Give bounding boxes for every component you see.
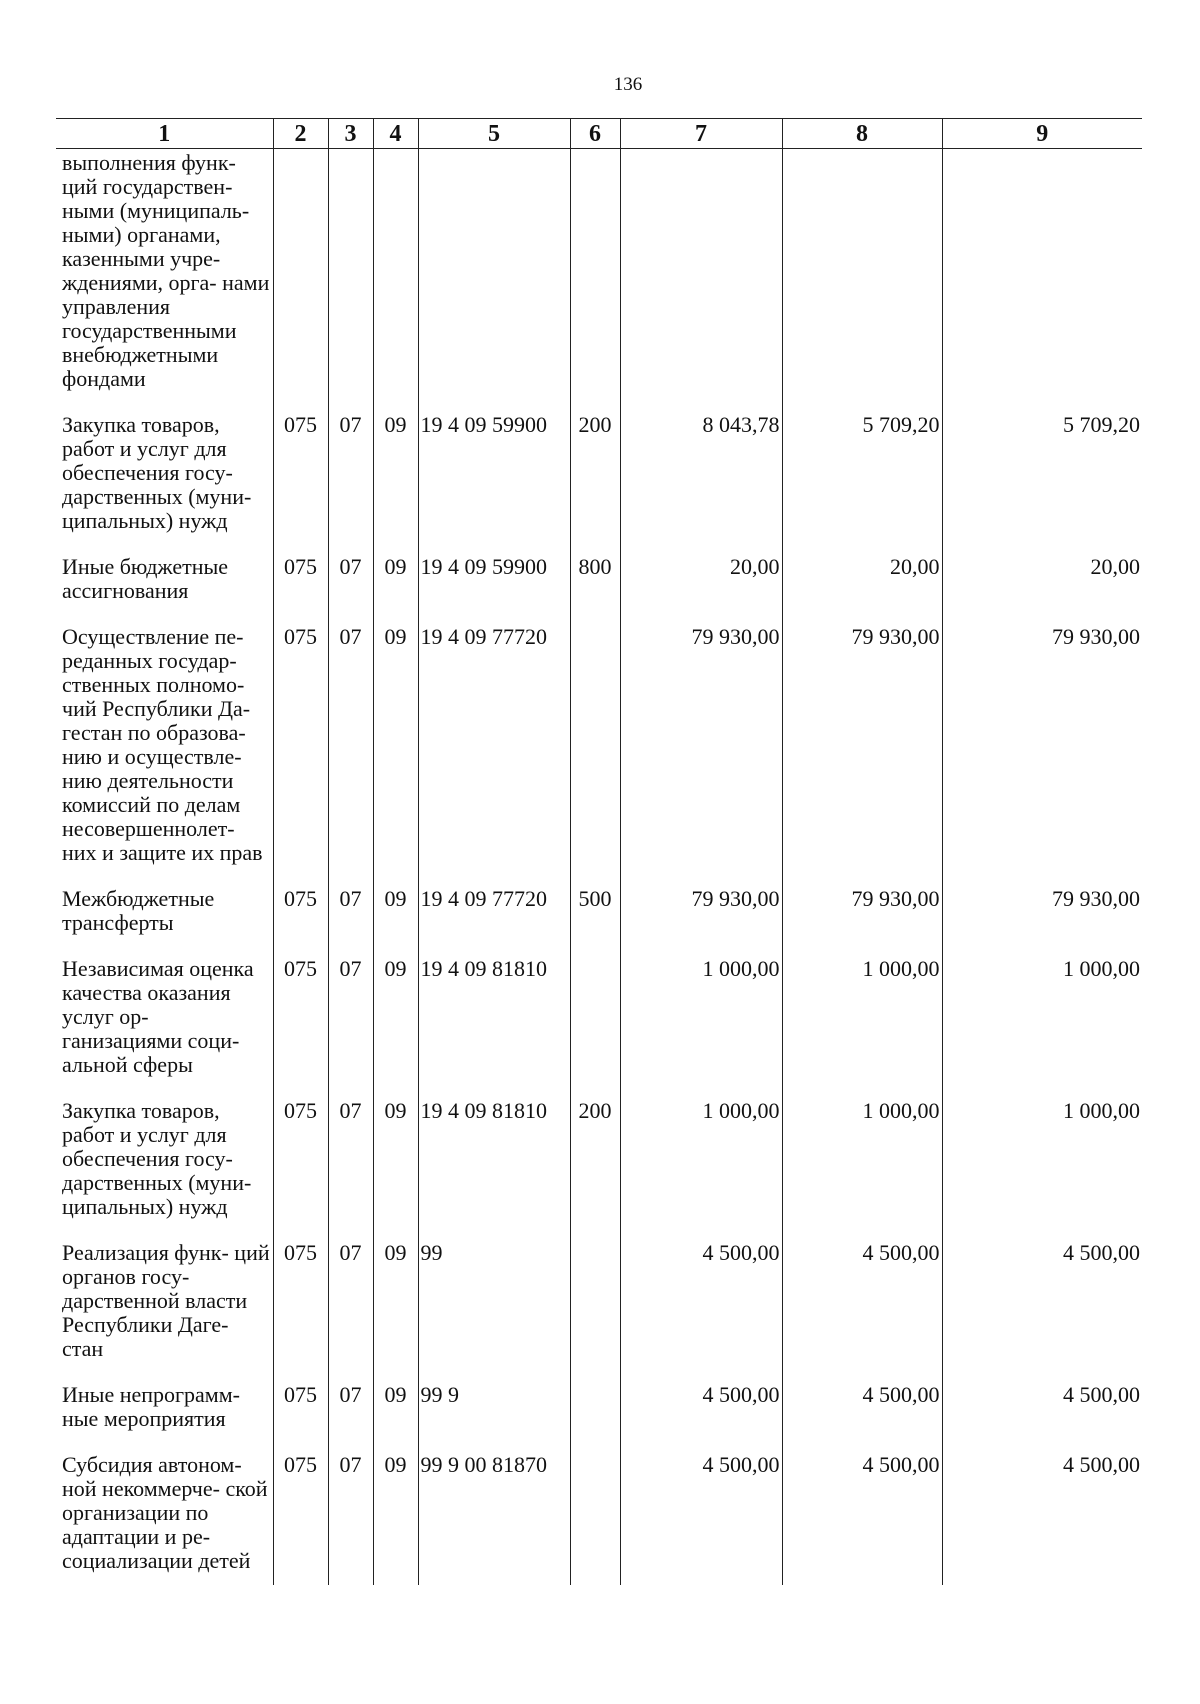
cell-amount-col8: 5 709,20 — [782, 403, 942, 545]
cell-expense-type: 200 — [570, 403, 620, 545]
cell-subsection-code: 09 — [373, 545, 418, 615]
cell-ministry-code: 075 — [273, 615, 328, 877]
cell-expense-type — [570, 149, 620, 404]
table-row — [56, 877, 1142, 947]
table-row — [56, 1443, 1142, 1585]
cell-expense-type — [570, 1443, 620, 1585]
cell-subsection-code: 09 — [373, 1089, 418, 1231]
cell-section-code — [328, 149, 373, 404]
cell-section-code: 07 — [328, 1089, 373, 1231]
page-number: 136 — [613, 74, 643, 95]
column-header: 6 — [570, 119, 620, 149]
cell-target-article: 19 4 09 81810 — [418, 1089, 570, 1231]
cell-amount-col7 — [620, 149, 782, 404]
column-header: 2 — [273, 119, 328, 149]
cell-amount-col7: 1 000,00 — [620, 1089, 782, 1231]
cell-subsection-code: 09 — [373, 403, 418, 545]
cell-amount-col9: 4 500,00 — [942, 1231, 1142, 1373]
cell-target-article: 99 9 00 81870 — [418, 1443, 570, 1585]
cell-amount-col9: 79 930,00 — [942, 877, 1142, 947]
cell-ministry-code: 075 — [273, 545, 328, 615]
cell-subsection-code: 09 — [373, 1231, 418, 1373]
table-row — [56, 1373, 1142, 1443]
cell-expense-type: 800 — [570, 545, 620, 615]
column-header: 5 — [418, 119, 570, 149]
table-row — [56, 545, 1142, 615]
cell-expense-type — [570, 947, 620, 1089]
cell-target-article — [418, 149, 570, 404]
column-header: 8 — [782, 119, 942, 149]
cell-amount-col9: 20,00 — [942, 545, 1142, 615]
cell-amount-col8: 79 930,00 — [782, 877, 942, 947]
cell-section-code: 07 — [328, 615, 373, 877]
cell-ministry-code: 075 — [273, 1089, 328, 1231]
cell-expense-type — [570, 1373, 620, 1443]
cell-name: Закупка товаров, работ и услуг для обеспечения госу- дарственных (муни- ципальных) нужд — [62, 412, 252, 533]
cell-section-code: 07 — [328, 1231, 373, 1373]
cell-ministry-code: 075 — [273, 1231, 328, 1373]
table-row — [56, 403, 1142, 545]
cell-amount-col8: 4 500,00 — [782, 1373, 942, 1443]
cell-target-article: 19 4 09 59900 — [418, 545, 570, 615]
cell-section-code: 07 — [328, 545, 373, 615]
cell-ministry-code: 075 — [273, 1373, 328, 1443]
table-row — [56, 1231, 1142, 1373]
cell-amount-col8: 1 000,00 — [782, 1089, 942, 1231]
cell-name: выполнения функ- ций государствен- ными (муниципаль- ными) органами, казенными учре- ждениями, орга- нами управления государственными внебюджетными фондами — [62, 150, 270, 391]
cell-ministry-code: 075 — [273, 877, 328, 947]
column-header: 1 — [56, 119, 273, 149]
cell-amount-col9: 1 000,00 — [942, 947, 1142, 1089]
header-row — [56, 119, 1142, 149]
cell-name: Иные непрограмм- ные мероприятия — [62, 1382, 240, 1431]
cell-target-article: 19 4 09 77720 — [418, 877, 570, 947]
cell-expense-type: 200 — [570, 1089, 620, 1231]
cell-target-article: 19 4 09 59900 — [418, 403, 570, 545]
cell-amount-col9: 1 000,00 — [942, 1089, 1142, 1231]
cell-subsection-code: 09 — [373, 615, 418, 877]
cell-amount-col8 — [782, 149, 942, 404]
cell-amount-col7: 79 930,00 — [620, 615, 782, 877]
column-header: 3 — [328, 119, 373, 149]
cell-ministry-code: 075 — [273, 947, 328, 1089]
cell-amount-col7: 1 000,00 — [620, 947, 782, 1089]
cell-section-code: 07 — [328, 947, 373, 1089]
table-header — [56, 119, 1142, 149]
cell-section-code: 07 — [328, 877, 373, 947]
cell-subsection-code: 09 — [373, 947, 418, 1089]
cell-name: Иные бюджетные ассигнования — [62, 554, 229, 603]
cell-expense-type — [570, 615, 620, 877]
column-header: 9 — [942, 119, 1142, 149]
cell-section-code: 07 — [328, 403, 373, 545]
cell-target-article: 19 4 09 81810 — [418, 947, 570, 1089]
cell-amount-col9: 4 500,00 — [942, 1373, 1142, 1443]
cell-target-article: 99 — [418, 1231, 570, 1373]
cell-ministry-code — [273, 149, 328, 404]
cell-name: Осуществление пе- реданных государ- ственных полномо- чий Республики Да- гестан по образова- нию и осуществле- нию деятельности комиссий по делам несовершеннолет- них и защите их прав — [62, 624, 263, 865]
cell-name: Закупка товаров, работ и услуг для обеспечения госу- дарственных (муни- ципальных) нужд — [62, 1098, 252, 1219]
cell-amount-col9: 5 709,20 — [942, 403, 1142, 545]
column-header: 7 — [620, 119, 782, 149]
cell-target-article: 99 9 — [418, 1373, 570, 1443]
table-row — [56, 149, 1142, 404]
cell-amount-col7: 4 500,00 — [620, 1443, 782, 1585]
cell-amount-col7: 79 930,00 — [620, 877, 782, 947]
cell-ministry-code: 075 — [273, 403, 328, 545]
cell-name: Независимая оценка качества оказания услуг ор- ганизациями соци- альной сферы — [62, 956, 254, 1077]
cell-name: Субсидия автоном- ной некоммерче- ской организации по адаптации и ре- социализации детей — [62, 1452, 268, 1573]
cell-subsection-code: 09 — [373, 1443, 418, 1585]
cell-section-code: 07 — [328, 1443, 373, 1585]
cell-amount-col8: 20,00 — [782, 545, 942, 615]
cell-amount-col9 — [942, 149, 1142, 404]
cell-expense-type — [570, 1231, 620, 1373]
cell-amount-col7: 4 500,00 — [620, 1373, 782, 1443]
cell-name: Межбюджетные трансферты — [62, 886, 215, 935]
table-row — [56, 947, 1142, 1089]
cell-subsection-code — [373, 149, 418, 404]
cell-expense-type: 500 — [570, 877, 620, 947]
cell-amount-col9: 4 500,00 — [942, 1443, 1142, 1585]
table-row — [56, 1089, 1142, 1231]
cell-amount-col7: 4 500,00 — [620, 1231, 782, 1373]
cell-subsection-code: 09 — [373, 1373, 418, 1443]
cell-amount-col8: 4 500,00 — [782, 1443, 942, 1585]
table-row — [56, 615, 1142, 877]
cell-subsection-code: 09 — [373, 877, 418, 947]
cell-amount-col8: 79 930,00 — [782, 615, 942, 877]
cell-section-code: 07 — [328, 1373, 373, 1443]
budget-table — [56, 118, 1142, 1585]
cell-name: Реализация функ- ций органов госу- дарственной власти Республики Даге- стан — [62, 1240, 270, 1361]
cell-ministry-code: 075 — [273, 1443, 328, 1585]
cell-target-article: 19 4 09 77720 — [418, 615, 570, 877]
cell-amount-col8: 1 000,00 — [782, 947, 942, 1089]
cell-amount-col8: 4 500,00 — [782, 1231, 942, 1373]
table-body — [56, 149, 1142, 1586]
column-header: 4 — [373, 119, 418, 149]
cell-amount-col7: 8 043,78 — [620, 403, 782, 545]
cell-amount-col9: 79 930,00 — [942, 615, 1142, 877]
cell-amount-col7: 20,00 — [620, 545, 782, 615]
